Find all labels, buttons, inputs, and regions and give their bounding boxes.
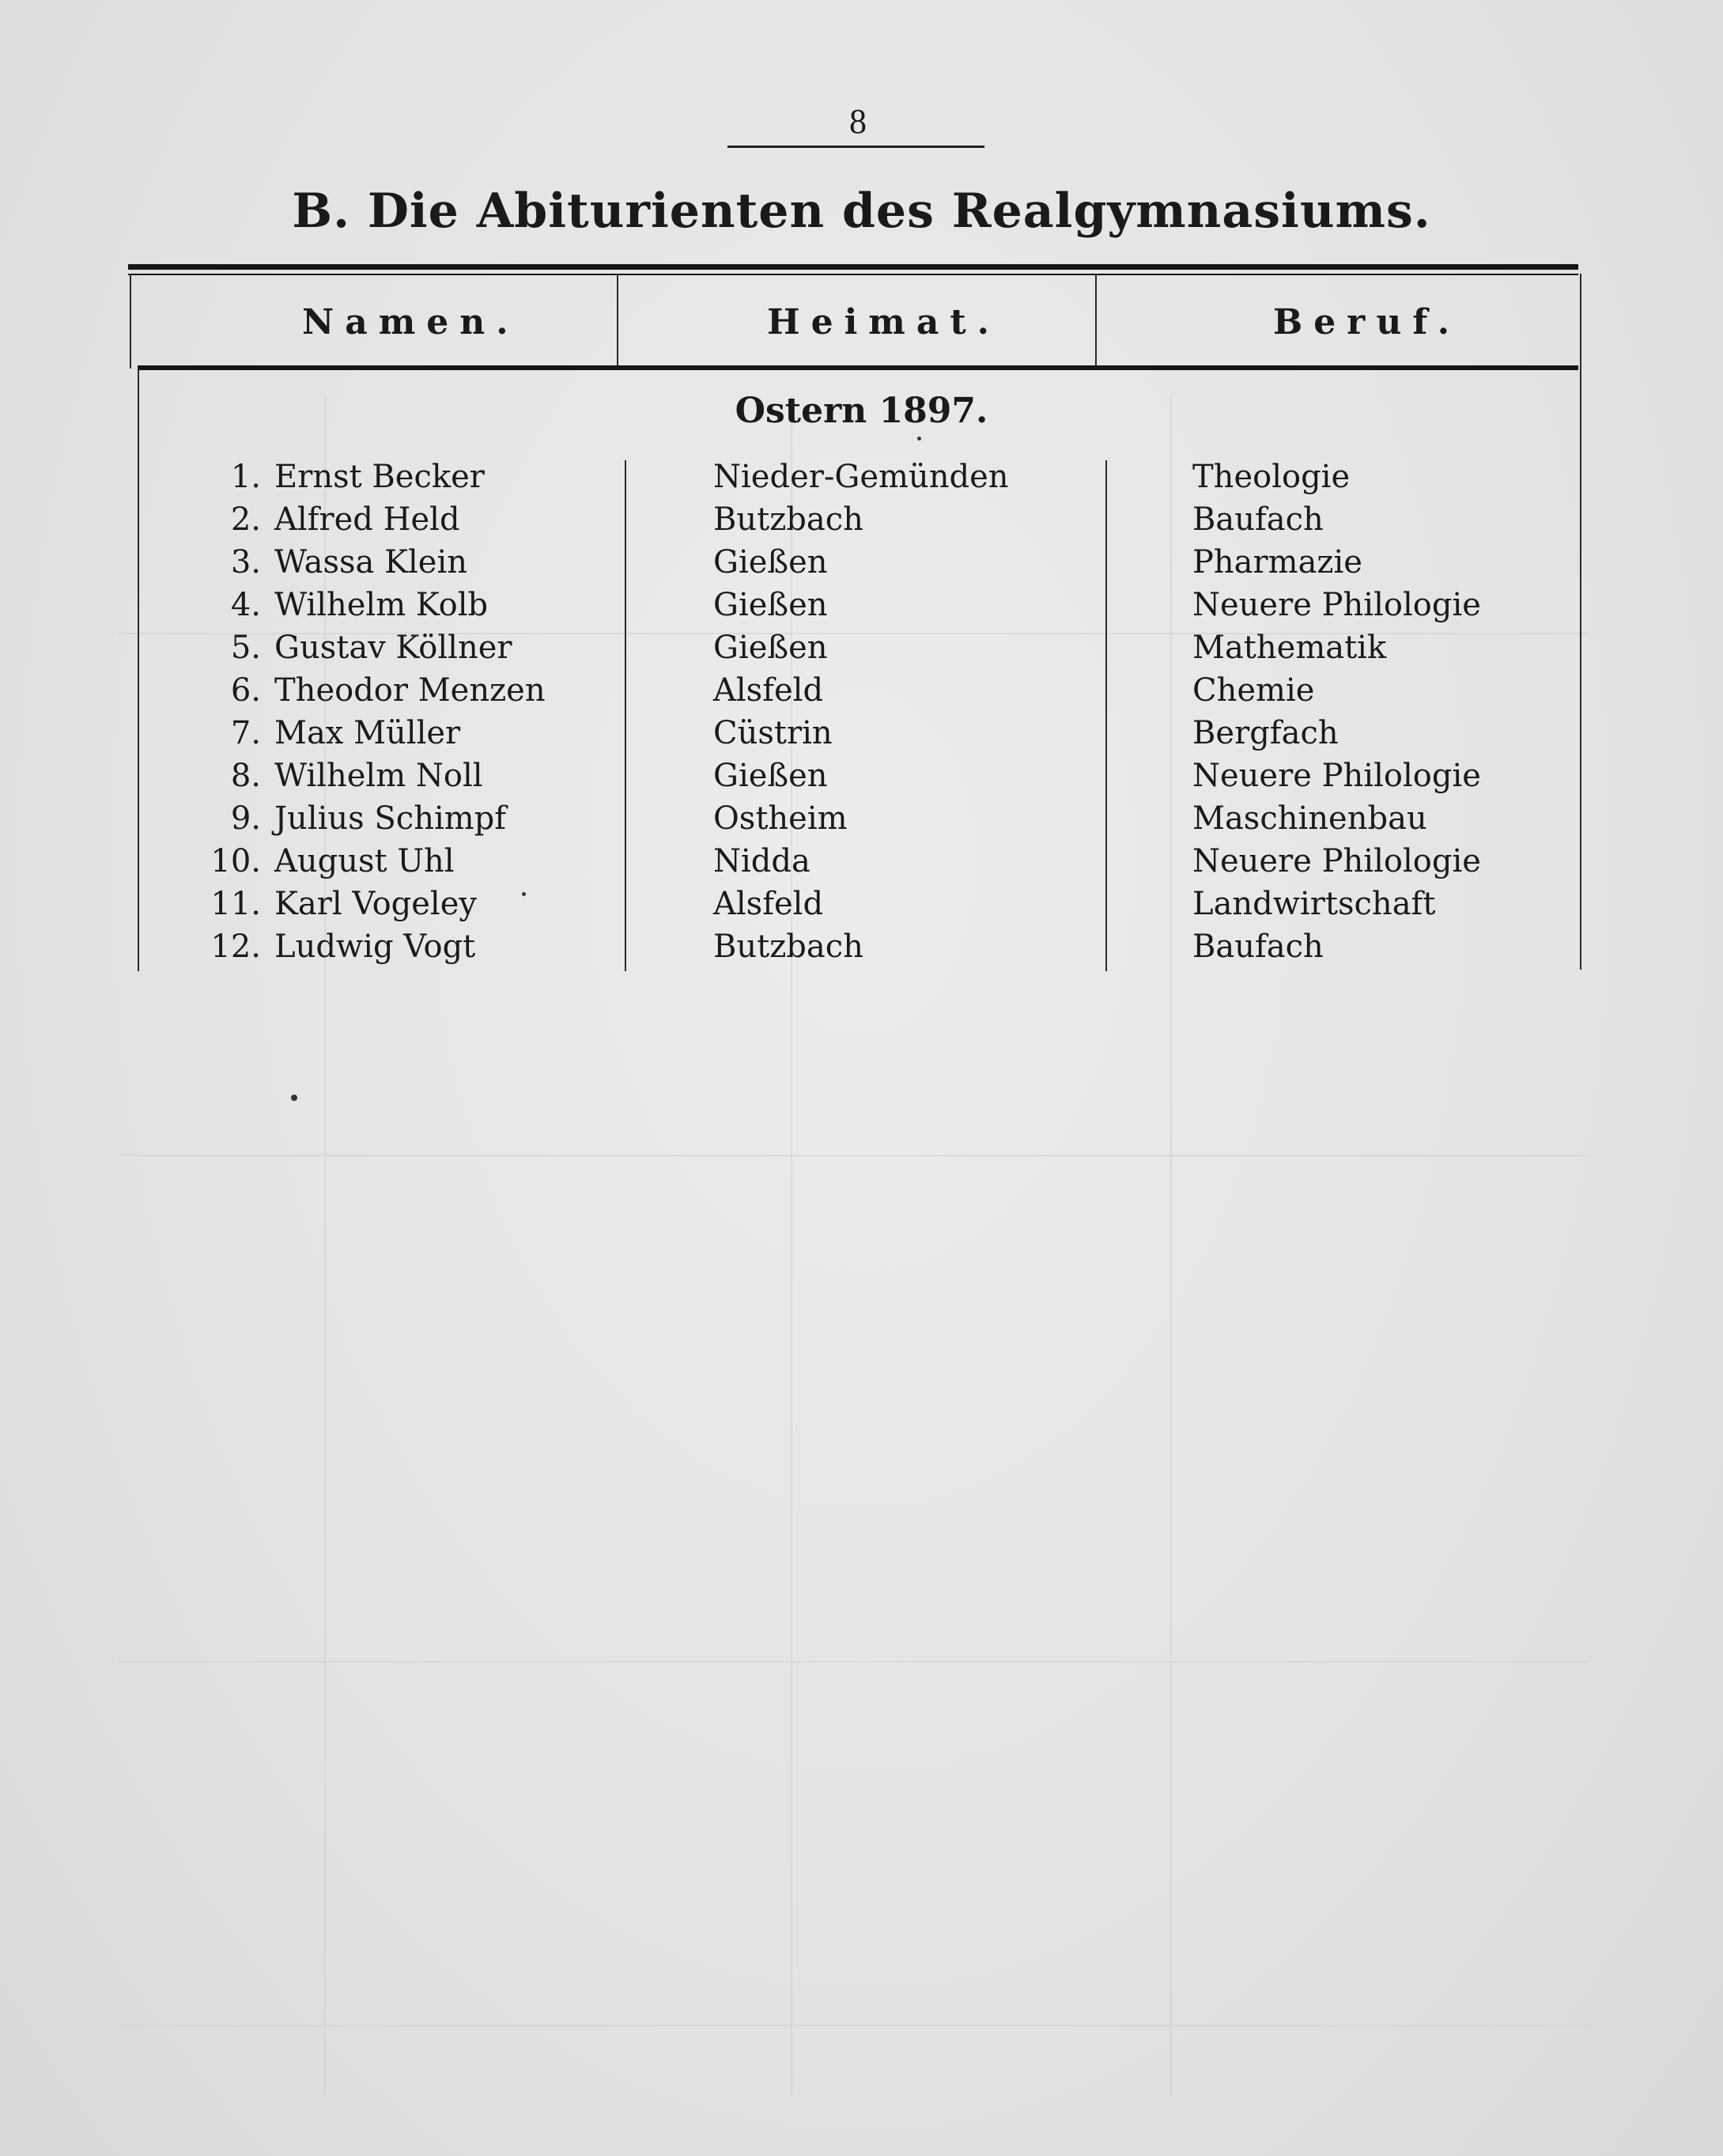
student-home: Ostheim [713,800,848,837]
row-number: 6. [230,672,261,709]
row-number: 1. [230,459,261,495]
list-item [0,498,1723,541]
list-item [0,883,1723,925]
student-home: Butzbach [713,929,863,965]
student-career: Chemie [1192,672,1315,709]
student-career: Mathematik [1192,630,1387,666]
header-separator [617,274,618,369]
list-item [0,669,1723,712]
section-title: B. Die Abiturienten des Realgymnasiums. [292,183,1431,239]
student-name: Ludwig Vogt [274,929,476,965]
ink-speck [917,437,921,441]
student-career: Neuere Philologie [1192,587,1481,623]
list-item [0,755,1723,797]
bleed-through-line [119,1155,1589,1156]
student-name: Julius Schimpf [274,800,507,837]
table-top-rule [128,264,1578,270]
student-career: Bergfach [1192,715,1339,751]
list-item [0,626,1723,669]
row-number: 5. [230,630,261,666]
list-item [0,797,1723,840]
student-career: Baufach [1192,929,1324,965]
student-career: Maschinenbau [1192,800,1427,837]
list-item [0,541,1723,584]
student-name: Wilhelm Kolb [274,587,489,623]
student-career: Neuere Philologie [1192,843,1481,879]
term-heading: Ostern 1897. [735,391,988,431]
table-top-rule-thin [128,274,1578,275]
row-number: 8. [230,758,261,794]
student-name: Ernst Becker [274,459,485,495]
student-name: Theodor Menzen [274,672,546,709]
student-home: Nieder-Gemünden [713,459,1009,495]
student-name: Wassa Klein [274,544,468,581]
student-home: Gießen [713,630,828,666]
student-home: Gießen [713,587,828,623]
student-name: Max Müller [274,715,461,751]
student-name: Karl Vogeley [274,886,477,922]
ink-speck [522,892,526,896]
bleed-through-line [119,1661,1589,1662]
student-career: Baufach [1192,501,1324,538]
row-number: 11. [210,886,261,922]
student-career: Theologie [1192,459,1351,495]
student-career: Neuere Philologie [1192,758,1481,794]
student-career: Landwirtschaft [1192,886,1436,922]
page-number: 8 [849,102,867,141]
student-home: Nidda [713,843,810,879]
student-name: Alfred Held [274,501,460,538]
list-item [0,925,1723,968]
column-header-career: Beruf. [1273,302,1461,342]
student-name: August Uhl [274,843,455,879]
row-number: 2. [230,501,261,538]
header-bottom-rule [138,365,1578,370]
list-item [0,456,1723,498]
row-number: 12. [210,929,261,965]
student-name: Wilhelm Noll [274,758,483,794]
column-header-name: Namen. [302,302,520,342]
student-list [0,456,1723,968]
student-home: Butzbach [713,501,863,538]
list-item [0,712,1723,755]
column-header-home: Heimat. [767,302,1000,342]
header-separator [1095,274,1097,369]
row-number: 9. [230,800,261,837]
student-career: Pharmazie [1192,544,1362,581]
ink-speck [291,1095,297,1101]
row-number: 10. [210,843,261,879]
row-number: 3. [230,544,261,581]
student-home: Gießen [713,544,828,581]
student-home: Alsfeld [713,886,824,922]
student-home: Gießen [713,758,828,794]
bleed-through-line [119,2025,1589,2026]
row-number: 7. [230,715,261,751]
student-home: Alsfeld [713,672,824,709]
list-item [0,584,1723,626]
list-item [0,840,1723,883]
row-number: 4. [230,587,261,623]
student-home: Cüstrin [713,715,833,751]
table-border-left [130,274,131,369]
student-name: Gustav Köllner [274,630,512,666]
page-number-rule [727,146,984,148]
